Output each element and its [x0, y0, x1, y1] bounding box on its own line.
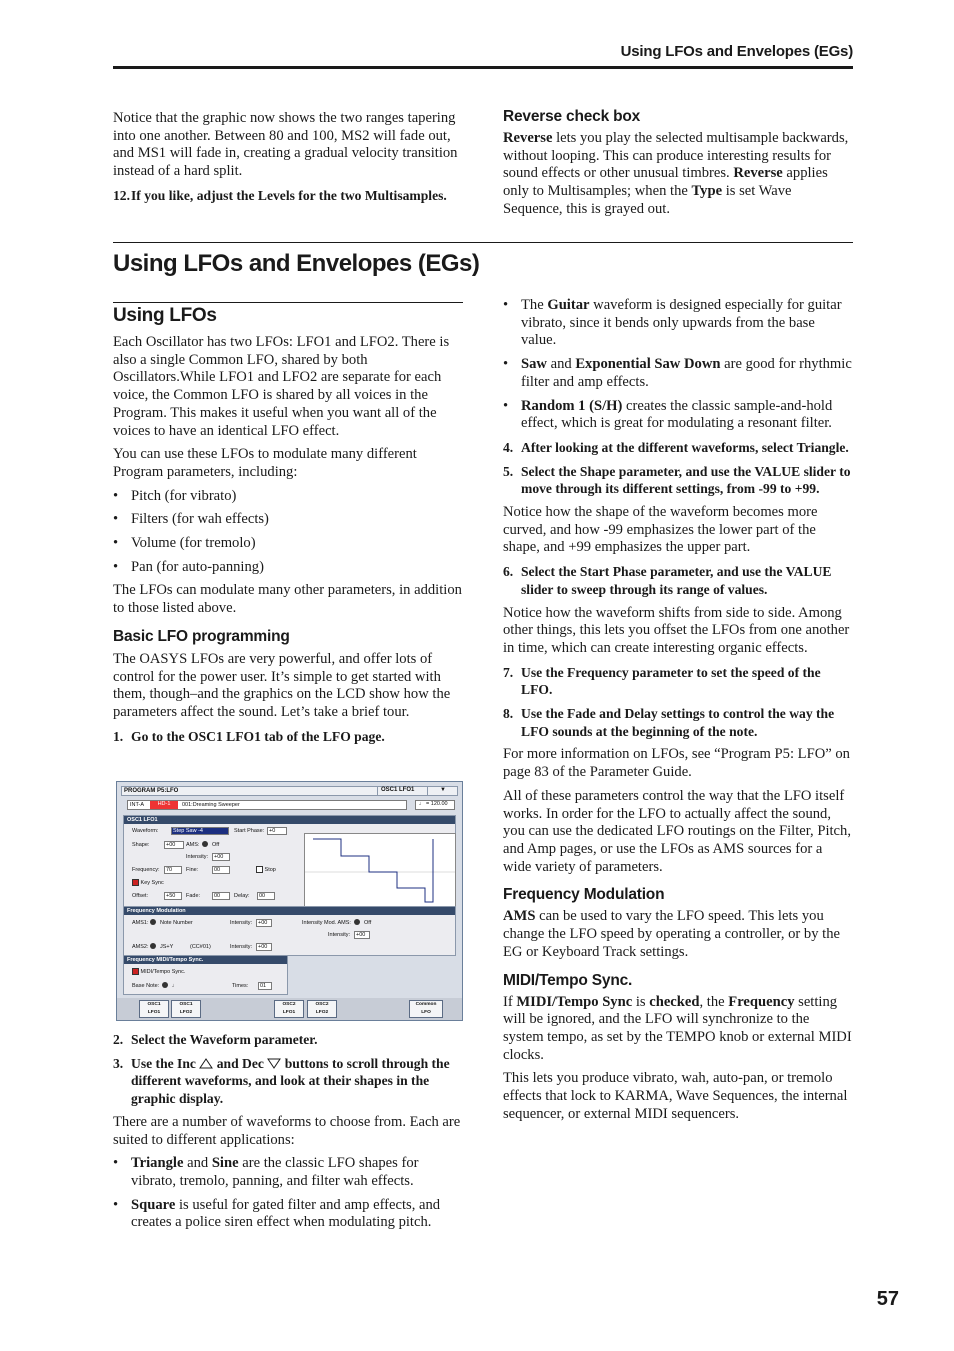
term: Reverse [733, 165, 783, 182]
intensity1-field[interactable]: +00 [256, 919, 272, 927]
list-item-text [521, 356, 853, 391]
fade-label: Fade: [186, 893, 201, 899]
offset-field[interactable]: +50 [164, 892, 182, 900]
stop-checkbox[interactable] [256, 866, 276, 873]
ams1-value: Note Number [160, 920, 193, 926]
tab-common-lfo[interactable] [409, 1000, 443, 1018]
text: lets you play the selected multisample backwards, without looping. This can produce interesting results for sound effects or other unusual timbres. [503, 130, 849, 182]
tab-label-bottom: LFO2 [315, 1010, 329, 1015]
term: Sine [211, 1155, 239, 1172]
list-item [503, 356, 853, 391]
step-number: 1. [113, 728, 124, 744]
tempo-value: ♩ = 120.00 [419, 801, 448, 807]
bullet-icon: • [113, 535, 119, 552]
bullet-icon: • [503, 397, 509, 414]
left-column-lower [113, 1031, 463, 1232]
section-rule [113, 242, 853, 243]
list-item-text [521, 398, 853, 433]
bullet-icon: • [113, 1155, 119, 1172]
step-text: Use the Frequency parameter to set the speed of the LFO. [521, 664, 821, 698]
osc-lfo-panel [123, 815, 456, 909]
step-4 [503, 439, 853, 457]
program-number: HD-1 [150, 801, 178, 809]
intensity2-label: Intensity: [230, 944, 253, 950]
frequency-field[interactable]: 70 [164, 866, 182, 874]
waveform-curve [305, 834, 455, 910]
tab-osc2-lfo2[interactable] [307, 1000, 337, 1018]
step-1 [113, 728, 463, 746]
tab-osc1-lfo1[interactable] [139, 1000, 169, 1018]
step-12 [113, 187, 463, 205]
lcd-page-title: PROGRAM P5:LFO [124, 788, 179, 794]
tab-label-bottom: LFO1 [147, 1010, 161, 1015]
waveform-label: Waveform: [132, 828, 159, 834]
subheading-basic-lfo: Basic LFO programming [113, 627, 290, 645]
paragraph [503, 908, 853, 961]
paragraph: There are a number of waveforms to choose from. Each are suited to different applications: [113, 1113, 461, 1148]
text: are the classic LFO shapes for vibrato, tremolo, panning, and filter wah effects. [131, 1155, 419, 1189]
intensity-mod-value: Off [364, 920, 372, 926]
term: Saw [521, 356, 547, 373]
text: The [521, 297, 548, 313]
ams-knob-icon[interactable] [202, 841, 208, 847]
bullet-icon: • [503, 297, 509, 313]
term: AMS [503, 908, 536, 925]
term: checked [649, 993, 700, 1010]
tab-label-bottom: LFO2 [179, 1010, 193, 1015]
term: Triangle [131, 1155, 184, 1172]
running-header: Using LFOs and Envelopes (EGs) [620, 43, 853, 60]
tab-label-bottom: LFO [421, 1010, 431, 1015]
text: setting will be ignored, and the LFO will synchronize to the system tempo, as set by the TEMPO knob or external MIDI clocks. [503, 993, 852, 1063]
midi-sync-label: MIDI/Tempo Sync. [140, 968, 186, 975]
step-text: Select the Shape parameter, and use the VALUE slider to move through its different settings, from -99 to +99. [521, 463, 851, 497]
subheading-frequency-modulation: Frequency Modulation [503, 886, 665, 904]
ams2-label: AMS2: [132, 944, 149, 950]
list-item [113, 1155, 463, 1190]
waveform-field[interactable]: Step Saw -4 [171, 827, 229, 835]
intensity-field[interactable]: +00 [354, 931, 370, 939]
text: is set Wave Sequence, this is grayed out. [503, 183, 792, 217]
paragraph: The OASYS LFOs are very powerful, and offer lots of control for the power user. It’s simple to get started with them, though–and the graphics on the LCD show how the parameters affect the sound. Let’s take a brief tour. [113, 650, 451, 720]
text: , the [699, 993, 729, 1010]
delay-label: Delay: [234, 893, 250, 899]
paragraph [503, 994, 853, 1065]
ams2-cc: (CC#01) [190, 944, 211, 950]
paragraph: The LFOs can modulate many other parameters, in addition to those listed above. [113, 582, 462, 617]
list-item-text [131, 1155, 463, 1190]
text: can be used to vary the LFO speed. This lets you change the LFO speed by operating a controller, or by the EG or Keyboard Track settings. [503, 908, 840, 960]
list-item-text [521, 297, 853, 350]
key-sync-label: Key Sync [140, 879, 164, 886]
step-text: Go to the OSC1 LFO1 tab of the LFO page. [131, 728, 385, 744]
key-sync-checkbox[interactable] [132, 879, 164, 886]
step-7 [503, 664, 853, 699]
header-rule [113, 66, 853, 69]
waveform-graph [304, 833, 456, 911]
panel-header: OSC1 LFO1 [124, 816, 455, 824]
text: and [546, 356, 576, 373]
paragraph-reverse [503, 130, 853, 219]
text: are good for rhythmic filter and amp effects. [521, 356, 852, 390]
step-8 [503, 705, 853, 740]
midi-sync-checkbox[interactable] [132, 968, 185, 975]
paragraph: For more information on LFOs, see “Program P5: LFO” on page 83 of the Parameter Guide. [503, 746, 850, 781]
ams1-knob-icon[interactable] [150, 919, 156, 925]
step-5 [503, 463, 853, 498]
text: applies only to Multisamples; when the [503, 165, 828, 200]
bullet-icon: • [113, 487, 119, 504]
paragraph: Each Oscillator has two LFOs: LFO1 and LFO2. There is also a single Common LFO, shared by both Oscillators.While LFO1 and LFO2 are separate for each voice, the Common LFO is shared by all voices in the Program. This makes it useful when you want all of the voices to have an identical LFO effect. [113, 334, 450, 439]
right-column [503, 297, 853, 1123]
step-number: 5. [503, 463, 514, 479]
start-phase-field[interactable]: +0 [267, 827, 287, 835]
step-number: 8. [503, 706, 514, 722]
lcd-screenshot [116, 781, 463, 1021]
tempo-field[interactable] [415, 800, 455, 810]
intensity-mod-label: Intensity Mod. AMS: [302, 920, 351, 926]
ams2-knob-icon[interactable] [150, 943, 156, 949]
term: MIDI/Tempo Sync [516, 993, 633, 1010]
bullet-icon: • [503, 356, 509, 373]
text: If [503, 993, 517, 1010]
tempo-sync-panel [123, 955, 288, 995]
fine-field[interactable]: 00 [212, 866, 230, 874]
step-number: 7. [503, 664, 514, 680]
intensity-label: Intensity: [186, 854, 209, 860]
step-6 [503, 563, 853, 598]
list-item [503, 297, 853, 350]
program-select[interactable] [127, 800, 407, 810]
lcd-tab-title: OSC1 LFO1 [377, 787, 425, 795]
step-number: 3. [113, 1055, 124, 1071]
step-text-part: and Dec [213, 1055, 268, 1071]
term: Frequency [728, 993, 795, 1010]
text: is [632, 993, 650, 1010]
list-item [113, 511, 463, 529]
ams-value: Off [212, 842, 220, 848]
text: and [183, 1155, 212, 1172]
term: Type [691, 183, 723, 200]
step-number: 2. [113, 1032, 124, 1047]
panel-header: Frequency Modulation [124, 907, 455, 915]
step-text: Select the Start Phase parameter, and use the VALUE slider to sweep through its range of values. [521, 564, 832, 597]
fade-field[interactable]: 00 [212, 892, 230, 900]
list-item-text: Pan (for auto-panning) [131, 558, 264, 575]
step-text [131, 1055, 463, 1108]
paragraph: Notice that the graphic now shows the two ranges tapering into one another. Between 80 and 100, MS2 will fade out, and MS1 will fade in, creating a gradual velocity transition instead of a hard split. [113, 110, 458, 180]
tab-label-top: OSC2 [315, 1002, 329, 1007]
delay-field[interactable]: 00 [257, 892, 275, 900]
paragraph: Notice how the shape of the waveform becomes more curved, and how -99 emphasizes the lower part of the shape, and +99 emphasizes the upper part. [503, 504, 818, 556]
lcd-titlebar [121, 786, 458, 796]
tab-osc1-lfo2[interactable] [171, 1000, 201, 1018]
text: waveform is designed especially for guitar vibrato, since it bends only upwards from the base value. [521, 297, 842, 349]
term: Square [131, 1196, 176, 1213]
paragraph: You can use these LFOs to modulate many different Program parameters, including: [113, 446, 417, 480]
base-note-label: Base Note: [132, 983, 160, 989]
step-number: 4. [503, 439, 514, 455]
shape-label: Shape: [132, 842, 150, 848]
section-title: Using LFOs and Envelopes (EGs) [113, 250, 480, 277]
intensity-field[interactable]: +00 [212, 853, 230, 861]
subheading-reverse: Reverse check box [503, 108, 641, 125]
list-item-text: Pitch (for vibrato) [131, 487, 237, 504]
list-item-text: Volume (for tremolo) [131, 535, 256, 552]
bullet-icon: • [113, 558, 119, 575]
list-item [113, 1197, 463, 1232]
base-note-knob-icon[interactable] [162, 982, 168, 988]
list-item [503, 398, 853, 433]
paragraph: This lets you produce vibrato, wah, auto-pan, or tremolo effects that lock to KARMA, Wave Sequences, the internal sequencer, or external MIDI sequencers. [503, 1070, 848, 1122]
top-right-block [503, 108, 853, 219]
times-label: Times: [232, 983, 249, 989]
step-text: Use the Fade and Delay settings to control the way the LFO sounds at the beginning of the note. [521, 706, 835, 739]
paragraph: All of these parameters control the way that the LFO itself works. In order for the LFO to actually affect the sound, you can use the dedicated LFO routings on the Filter, Pitch, and Amp pages, or use the LFOs as AMS sources for a wide variety of parameters. [503, 787, 851, 875]
tab-label-bottom: LFO1 [282, 1010, 296, 1015]
step-text: If you like, adjust the Levels for the two Multisamples. [131, 187, 447, 203]
term: Random 1 (S/H) [521, 397, 623, 414]
program-bank: INT-A [130, 802, 145, 808]
lcd-tab-bar [117, 998, 462, 1020]
stop-label: Stop [264, 866, 276, 873]
intensity-label: Intensity: [328, 932, 351, 938]
freq-mod-panel [123, 906, 456, 956]
step-text: After looking at the different waveforms, select Triangle. [521, 439, 849, 455]
step-text-part: buttons to scroll through the different waveforms, and look at their shapes in the graphic display. [131, 1055, 450, 1107]
chevron-down-icon[interactable]: ▼ [427, 787, 458, 795]
list-item [113, 559, 463, 577]
tab-label-top: OSC1 [179, 1002, 193, 1007]
term: Exponential Saw Down [575, 356, 721, 373]
dec-triangle-icon [267, 1058, 281, 1069]
fine-label: Fine: [186, 867, 199, 873]
text: is useful for gated filter and amp effects, and creates a police siren effect when modulating pitch. [131, 1196, 441, 1231]
tab-label-top: Common [415, 1002, 437, 1007]
top-left-block [113, 110, 463, 205]
start-phase-label: Start Phase: [234, 828, 265, 834]
panel-header: Frequency MIDI/Tempo Sync. [124, 956, 287, 964]
inc-triangle-icon [199, 1058, 213, 1069]
list-item [113, 535, 463, 553]
step-2 [113, 1031, 463, 1049]
intensity2-field[interactable]: +00 [256, 943, 272, 951]
subheading-midi-tempo-sync: MIDI/Tempo Sync. [503, 971, 633, 989]
step-text-part: Use the Inc [131, 1055, 200, 1071]
step-number: 12. [113, 187, 130, 203]
intensity-mod-knob-icon[interactable] [354, 919, 360, 925]
intensity1-label: Intensity: [230, 920, 253, 926]
shape-field[interactable]: +00 [164, 841, 184, 849]
bullet-icon: • [113, 511, 119, 528]
frequency-label: Frequency: [132, 867, 160, 873]
tab-osc2-lfo1[interactable] [274, 1000, 304, 1018]
step-text: Select the Waveform parameter. [131, 1032, 318, 1047]
tab-label-top: OSC1 [147, 1002, 161, 1007]
page-number: 57 [876, 1288, 899, 1310]
base-note-value: ♩ [172, 983, 178, 989]
term: Reverse [503, 130, 553, 146]
paragraph: Notice how the waveform shifts from side to side. Among other things, this lets you offset the LFOs from one another in time, which can create interesting organic effects. [503, 604, 850, 656]
subsection-rule [113, 302, 463, 303]
term: Guitar [547, 297, 590, 313]
ams-label: AMS: [186, 842, 200, 848]
step-number: 6. [503, 564, 514, 580]
times-field[interactable]: 01 [258, 982, 272, 990]
list-item [113, 488, 463, 506]
bullet-icon: • [113, 1196, 119, 1213]
offset-label: Offset: [132, 893, 149, 899]
tab-label-top: OSC2 [282, 1002, 296, 1007]
program-name: 001:Dreaming Sweeper [182, 802, 240, 808]
ams1-label: AMS1: [132, 920, 149, 926]
left-column-upper [113, 305, 463, 745]
list-item-text: Filters (for wah effects) [131, 511, 269, 528]
ams2-value: JS+Y [160, 944, 174, 950]
list-item-text [131, 1197, 463, 1232]
step-3 [113, 1055, 463, 1108]
subheading-using-lfos: Using LFOs [113, 305, 217, 326]
text: creates the classic sample-and-hold effect, which is great for modulating a resonant filter. [521, 397, 833, 432]
